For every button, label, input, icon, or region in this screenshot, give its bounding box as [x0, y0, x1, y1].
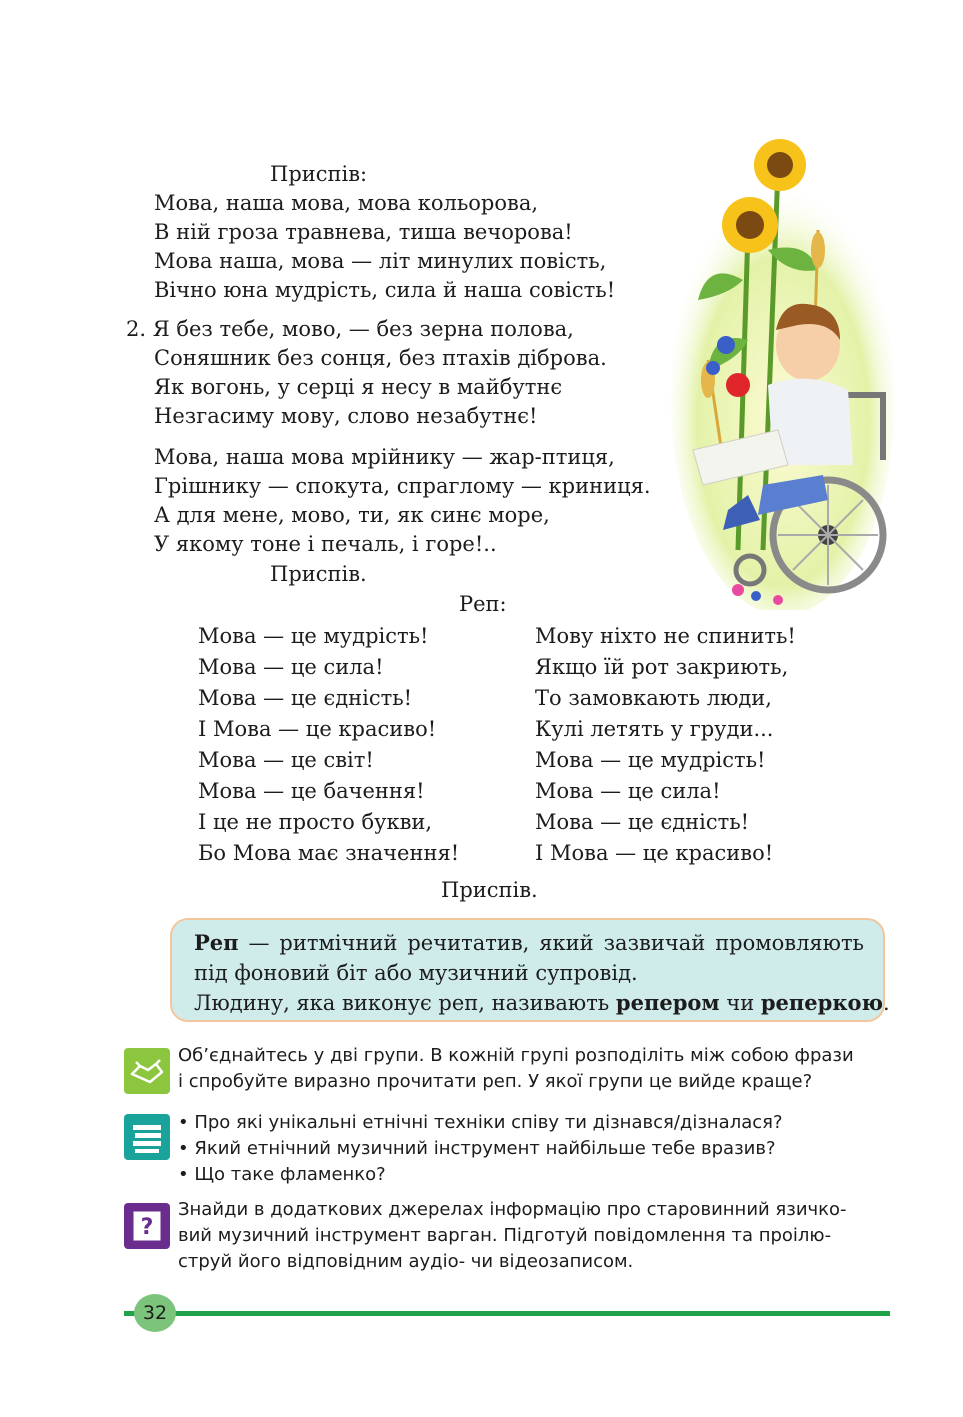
- task-line: Знайди в додаткових джерелах інформацію про старовинний язичко-: [178, 1199, 847, 1220]
- chorus-reference: Приспів.: [441, 878, 538, 902]
- handshake-icon: [124, 1048, 170, 1094]
- chorus-block: [154, 189, 615, 305]
- question-mark-icon: [124, 1203, 170, 1249]
- svg-text:?: ?: [140, 1215, 154, 1240]
- definition-text: .: [883, 991, 890, 1015]
- definition-term-female: реперкою: [760, 990, 884, 1015]
- chorus-reference: Приспів.: [270, 562, 367, 586]
- question-item: • Який етнічний музичний інструмент найбільше тебе вразив?: [178, 1138, 776, 1159]
- sunflower-icon: [722, 197, 778, 253]
- verse-line: Мова, наша мова мрійнику — жар-птиця,: [154, 445, 615, 469]
- task-line: вий музичний інструмент варган. Підготуй повідомлення та проілю-: [178, 1225, 832, 1246]
- books-icon: [124, 1114, 170, 1160]
- rap-line: Мову ніхто не спинить!: [535, 624, 796, 648]
- definition-box: [170, 918, 890, 1022]
- boy-wheelchair-sunflower-illustration: [668, 130, 898, 610]
- verse-line: Грішнику — спокута, спраглому — криниця.: [154, 474, 651, 498]
- chorus-heading: Приспів:: [270, 162, 368, 186]
- rap-line: Мова — це мудрість!: [198, 624, 429, 648]
- rap-line: То замовкають люди,: [535, 686, 772, 710]
- definition-text: — ритмічний речитатив, який зазвичай промовляють: [238, 931, 864, 955]
- definition-text: Людину, яка виконує реп, називають: [194, 991, 616, 1015]
- verse-3: [154, 443, 651, 559]
- task-line: і спробуйте виразно прочитати реп. У якої групи це вийде краще?: [178, 1071, 813, 1092]
- rap-line: Мова — це єдність!: [198, 686, 413, 710]
- chorus-line: Мова наша, мова — літ минулих повість,: [154, 249, 607, 273]
- definition-text: чи: [719, 991, 761, 1015]
- footer-line: [170, 1311, 890, 1316]
- rap-line: І Мова — це красиво!: [198, 717, 437, 741]
- definition-term: Реп: [194, 930, 239, 955]
- definition-term-male: репером: [615, 990, 720, 1015]
- rap-line: І це не просто букви,: [198, 810, 433, 834]
- definition-line-3: [194, 988, 890, 1018]
- task-line: Об’єднайтесь у дві групи. В кожній групі розподіліть між собою фрази: [178, 1045, 854, 1066]
- page-number: 32: [134, 1294, 176, 1332]
- rap-line: Мова — це сила!: [535, 779, 721, 803]
- rap-line: Мова — це сила!: [198, 655, 384, 679]
- verse-line: А для мене, мово, ти, як синє море,: [154, 503, 550, 527]
- rap-heading: Реп:: [459, 592, 507, 616]
- verse-line: Як вогонь, у серці я несу в майбутнє: [154, 375, 563, 399]
- review-questions: [178, 1110, 890, 1188]
- question-item: • Про які унікальні етнічні техніки співу ти дізнався/дізналася?: [178, 1112, 783, 1133]
- definition-line-1: [194, 928, 864, 958]
- rap-line: Мова — це бачення!: [198, 779, 425, 803]
- rap-line: Кулі летять у груди...: [535, 717, 774, 741]
- rap-line: І Мова — це красиво!: [535, 841, 774, 865]
- rap-left-column: [198, 621, 459, 869]
- chorus-line: Вічно юна мудрість, сила й наша совість!: [154, 278, 616, 302]
- research-task: [178, 1197, 890, 1275]
- verse-2: [126, 315, 607, 431]
- rap-right-column: [535, 621, 796, 869]
- chorus-line: Мова, наша мова, мова кольорова,: [154, 191, 539, 215]
- verse-line: 2. Я без тебе, мово, — без зерна полова,: [126, 317, 574, 341]
- sunflower-icon: [754, 139, 806, 191]
- verse-line: Соняшник без сонця, без птахів діброва.: [154, 346, 607, 370]
- task-line: струй його відповідним аудіо- чи відеозаписом.: [178, 1251, 634, 1272]
- rap-line: Мова — це мудрість!: [535, 748, 766, 772]
- verse-line: Незгасиму мову, слово незабутнє!: [154, 404, 538, 428]
- rap-line: Мова — це єдність!: [535, 810, 750, 834]
- group-task: [178, 1043, 890, 1095]
- rap-line: Якщо їй рот закриють,: [535, 655, 789, 679]
- chorus-line: В ній гроза травнева, тиша вечорова!: [154, 220, 573, 244]
- verse-line: У якому тоне і печаль, і горе!..: [154, 532, 497, 556]
- definition-line-2: під фоновий біт або музичний супровід.: [194, 961, 638, 985]
- rap-line: Мова — це світ!: [198, 748, 374, 772]
- question-item: • Що таке фламенко?: [178, 1164, 386, 1185]
- rap-line: Бо Мова має значення!: [198, 841, 460, 865]
